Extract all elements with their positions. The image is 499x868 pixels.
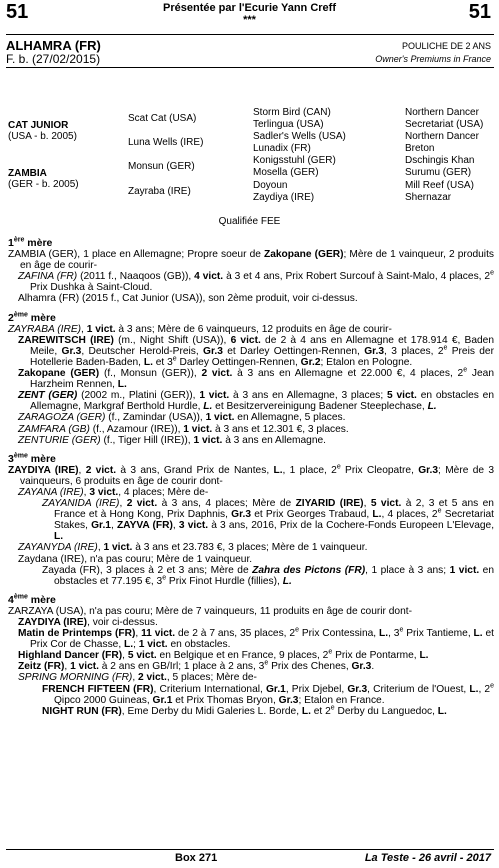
- pedigree-g4-1: Secretariat (USA): [405, 119, 484, 130]
- pedigree-g4-4: Dschingis Khan: [405, 155, 475, 166]
- owners-premiums: Owner's Premiums in France: [375, 54, 491, 64]
- pedigree-g2-0: Scat Cat (USA): [128, 113, 197, 124]
- produce-zayada: Zayada (FR), 3 places à 2 et 3 ans; Mère de Zahra des Pictons (FR), 1 place à 3 ans; 1 vict. en obstacles et 77.195 €, 3e Prix Finot Hurdle (fillies), L.: [42, 564, 495, 587]
- header-divider: [6, 34, 494, 35]
- granddam-paragraph: ZAYRABA (IRE), 1 vict. à 3 ans; Mère de 6 vainqueurs, 12 produits en âge de courir-: [8, 323, 392, 335]
- section-2eme-mere: 2ème mère: [8, 311, 56, 324]
- pedigree-g2-3: Zayraba (IRE): [128, 186, 191, 197]
- produce-zarewitsch: ZAREWITSCH (IRE) (m., Night Shift (USA)), 6 vict. de 2 à 4 ans en Allemagne et 178.914 €, Baden Meile, Gr.3, Deutscher Herold-Preis, Gr.3 et Darley Oettingen-Rennen, Gr.3, 3 places, 2e Preis der Hotellerie Baden-Baden, L. et 3e Darley Oettingen-Rennen, Gr.2; Etalon en Pologne.: [18, 334, 494, 368]
- produce-zenturie: ZENTURIE (GER) (f., Tiger Hill (IRE)), 1 vict. à 3 ans en Allemagne.: [18, 434, 327, 446]
- fourth-dam-paragraph: ZARZAYA (USA), n'a pas couru; Mère de 7 vainqueurs, 11 produits en âge de courir dont-: [8, 605, 412, 617]
- pedigree-g3-3: Lunadix (FR): [253, 143, 311, 154]
- pedigree-g4-6: Mill Reef (USA): [405, 180, 474, 191]
- lot-number-right: 51: [468, 1, 491, 23]
- produce-highland-dancer: Highland Dancer (FR), 5 vict. en Belgique et en France, 9 places, 2e Prix de Pontarme, L.: [18, 648, 429, 662]
- produce-zent: ZENT (GER) (2002 m., Platini (GER)), 1 vict. à 3 ans en Allemagne, 3 places; 5 vict. en obstacles en Allemagne, Markgraf Berthold Hurdle, L. et Besitzervereinigung Badener Steeplechase, L.: [18, 390, 494, 413]
- produce-spring-morning: SPRING MORNING (FR), 2 vict., 5 places; Mère de-: [18, 672, 257, 684]
- third-dam-paragraph: ZAYDIYA (IRE), 2 vict. à 3 ans, Grand Prix de Nantes, L., 1 place, 2e Prix Cleopatre, Gr.3; Mère de 3 vainqueurs, 6 produits en âge de courir dont-: [8, 463, 495, 487]
- pedigree-g3-0: Storm Bird (CAN): [253, 107, 331, 118]
- produce-night-run: NIGHT RUN (FR), Eme Derby du Midi Galeries L. Borde, L. et 2e Derby du Languedoc, L.: [42, 704, 447, 717]
- produce-zayanyda: ZAYANYDA (IRE), 1 vict. à 3 ans et 23.783 €, 3 places; Mère de 1 vainqueur.: [18, 542, 368, 554]
- produce-zayana: ZAYANA (IRE), 3 vict., 4 places; Mère de-: [18, 486, 209, 498]
- pedigree-g2-2: Monsun (GER): [128, 161, 195, 172]
- pedigree-g4-7: Shernazar: [405, 192, 452, 203]
- section-1ere-mere: 1ère mère: [8, 236, 53, 249]
- produce-alhamra: Alhamra (FR) (2015 f., Cat Junior (USA)), son 2ème produit, voir ci-dessus.: [18, 293, 358, 305]
- pedigree-g3-2: Sadler's Wells (USA): [253, 131, 346, 142]
- produce-zamfara: ZAMFARA (GB) (f., Azamour (IRE)), 1 vict. à 3 ans et 12.301 €, 3 places.: [18, 423, 349, 435]
- sire-name: CAT JUNIOR: [8, 120, 69, 131]
- produce-zakopane: Zakopane (GER) (f., Monsun (GER)), 2 vict. à 3 ans en Allemagne et 22.000 €, 4 places, 2e Jean Harzheim Rennen, L.: [18, 366, 494, 391]
- dam-paragraph: ZAMBIA (GER), 1 place en Allemagne; Propre soeur de Zakopane (GER); Mère de 1 vainqueur, 2 produits en âge de courir-: [8, 249, 494, 272]
- produce-zafina: ZAFINA (FR) (2011 f., Naaqoos (GB)), 4 vict. à 3 et 4 ans, Prix Robert Surcouf à Saint-Malo, 4 places, 2e Prix Dushka à Saint-Cloud.: [18, 269, 495, 294]
- produce-zaydana: Zaydana (IRE), n'a pas couru; Mère de 1 vainqueur.: [18, 553, 253, 565]
- consignor-name: Présentée par l'Ecurie Yann Creff: [163, 2, 336, 14]
- pedigree-g3-6: Doyoun: [253, 180, 288, 191]
- dam-origin: (GER - b. 2005): [8, 179, 79, 190]
- footer-event: La Teste - 26 avril - 2017: [364, 852, 491, 864]
- dam-name: ZAMBIA: [8, 168, 47, 179]
- pedigree-g3-1: Terlingua (USA): [253, 119, 324, 130]
- produce-zaydiya: ZAYDIYA (IRE), voir ci-dessus.: [18, 617, 158, 628]
- pedigree-g4-2: Northern Dancer: [405, 131, 479, 142]
- produce-zeitz: Zeitz (FR), 1 vict. à 2 ans en GB/Irl; 1 place à 2 ans, 3e Prix des Chenes, Gr.3.: [18, 659, 375, 673]
- section-3eme-mere: 3ème mère: [8, 452, 56, 465]
- produce-zayanida: ZAYANIDA (IRE), 2 vict. à 3 ans, 4 places; Mère de ZIYARID (IRE), 5 vict. à 2, 3 et 5 ans en France et à Hong Kong, Prix Daphnis, Gr.3 et Prix Georges Trabaud, L., 4 places, 2e Secretariat Stakes, Gr.1, ZAYVA (FR), 3 vict. à 3 ans, 2016, Prix de la Cochere-Fonds Europeen L'Elevage, L.: [42, 498, 495, 543]
- name-divider: [6, 67, 494, 68]
- produce-zaragoza: ZARAGOZA (GER) (f., Zamindar (USA)), 1 vict. en Allemagne, 5 places.: [18, 412, 346, 424]
- section-4eme-mere: 4ème mère: [8, 593, 56, 606]
- sire-origin: (USA - b. 2005): [8, 131, 77, 142]
- pedigree-g4-3: Breton: [405, 143, 435, 154]
- horse-category: POULICHE DE 2 ANS: [401, 41, 491, 51]
- footer-divider: [6, 849, 494, 850]
- footer-box: Box 271: [175, 852, 218, 864]
- consignor-title: [0, 2, 499, 26]
- consignor-stars: ***: [243, 14, 256, 26]
- produce-matin-de-printemps: Matin de Printemps (FR), 11 vict. de 2 à 7 ans, 35 places, 2e Prix Contessina, L., 3e Prix Tantieme, L. et Prix Cor de Chasse, L.; 1 vict. en obstacles.: [18, 626, 494, 651]
- qualification: Qualifiée FEE: [218, 216, 281, 227]
- pedigree-g4-0: Northern Dancer: [405, 107, 479, 118]
- pedigree-g3-7: Zaydiya (IRE): [253, 192, 315, 203]
- horse-name: ALHAMRA (FR): [6, 38, 101, 53]
- pedigree-g3-4: Konigsstuhl (GER): [253, 155, 336, 166]
- pedigree-g3-5: Mosella (GER): [253, 167, 319, 178]
- pedigree-g2-1: Luna Wells (IRE): [128, 137, 204, 148]
- catalogue-body: [8, 238, 494, 717]
- produce-french-fifteen: FRENCH FIFTEEN (FR), Criterium International, Gr.1, Prix Djebel, Gr.3, Criterium de l'Ouest, L., 2e Qipco 2000 Guineas, Gr.1 et Prix Thomas Bryon, Gr.3; Etalon en France.: [42, 682, 495, 706]
- pedigree-g4-5: Surumu (GER): [405, 167, 472, 178]
- lot-number-left: 51: [6, 1, 29, 23]
- horse-details: F. b. (27/02/2015): [6, 52, 101, 66]
